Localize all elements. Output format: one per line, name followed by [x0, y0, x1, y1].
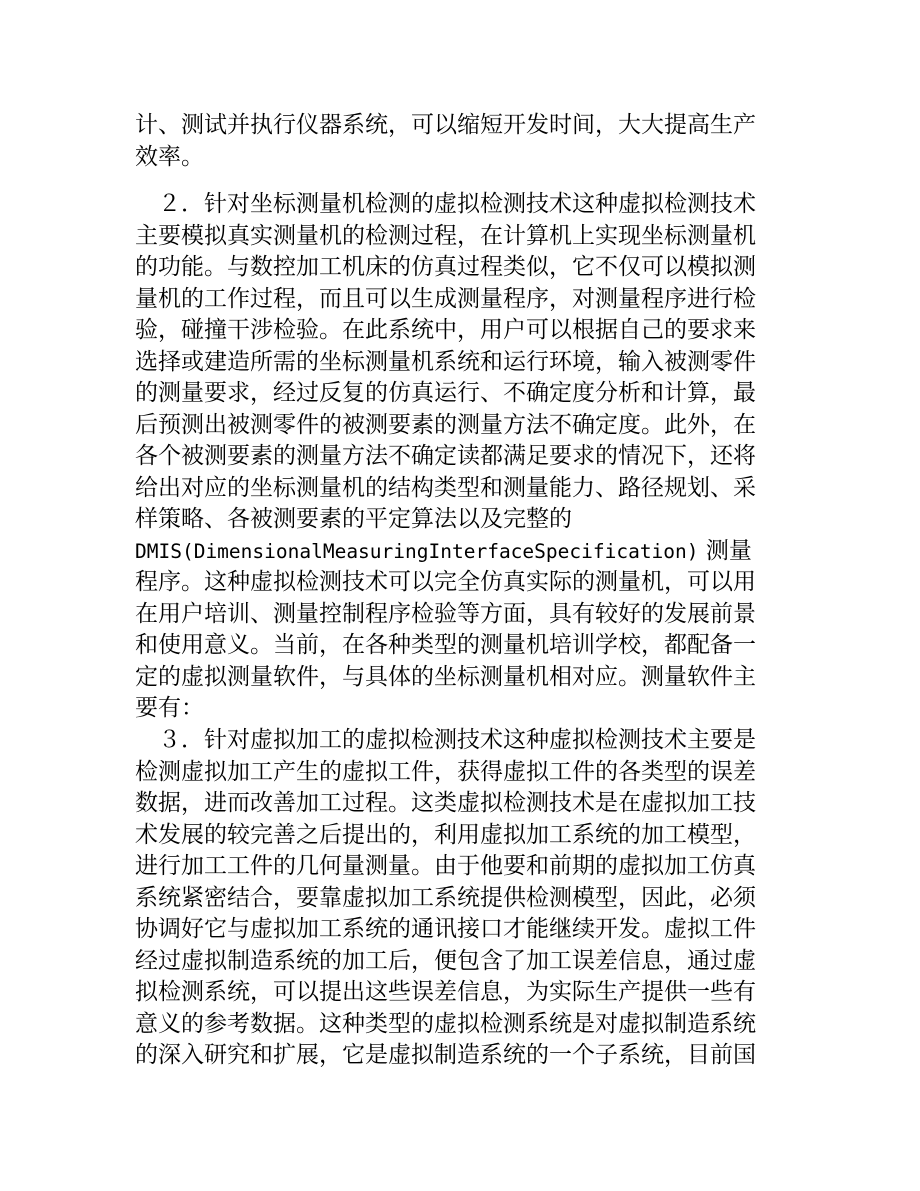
text-line: 系统紧密结合，要靠虚拟加工系统提供检测模型，因此，必须	[135, 884, 756, 911]
text-line: 术发展的较完善之后提出的，利用虚拟加工系统的加工模型，	[135, 821, 756, 848]
text-line: 经过虚拟制造系统的加工后，便包含了加工误差信息，通过虚	[135, 947, 756, 974]
paragraph-machining-virtual-inspection	[135, 725, 785, 1072]
text-line: 后预测出被测零件的被测要素的测量方法不确定度。此外，在	[135, 411, 756, 438]
text-line: 定的虚拟测量软件，与具体的坐标测量机相对应。测量软件主	[135, 663, 756, 690]
text-line: 给出对应的坐标测量机的结构类型和测量能力、路径规划、采	[135, 474, 756, 501]
text-line: 在用户培训、测量控制程序检验等方面，具有较好的发展前景	[135, 600, 756, 627]
text-line: 效率。	[135, 143, 204, 170]
text-line: ３．针对虚拟加工的虚拟检测技术这种虚拟检测技术主要是	[135, 727, 756, 753]
dmis-text-line	[135, 536, 785, 568]
text-line: 协调好它与虚拟加工系统的通讯接口才能继续开发。虚拟工件	[135, 916, 756, 942]
text-line: ２．针对坐标测量机检测的虚拟检测技术这种虚拟检测技术	[135, 191, 756, 217]
text-line: 要有：	[135, 695, 204, 721]
text-line: 和使用意义。当前，在各种类型的测量机培训学校，都配备一	[135, 632, 756, 658]
text-line: 的深入研究和扩展，它是虚拟制造系统的一个子系统，目前国	[135, 1042, 756, 1068]
paragraph-intro-tail	[135, 110, 785, 173]
text-line: 意义的参考数据。这种类型的虚拟检测系统是对虚拟制造系统	[135, 1010, 756, 1037]
text-line: 拟检测系统，可以提出这些误差信息，为实际生产提供一些有	[135, 979, 756, 1005]
text-line: 验，碰撞干涉检验。在此系统中，用户可以根据自己的要求来	[135, 317, 756, 343]
text-line: 的功能。与数控加工机床的仿真过程类似，它不仅可以模拟测	[135, 254, 756, 280]
text-line: 选择或建造所需的坐标测量机系统和运行环境，输入被测零件	[135, 348, 756, 375]
text-line: 数据，进而改善加工过程。这类虚拟检测技术是在虚拟加工技	[135, 790, 756, 816]
text-line: 主要模拟真实测量机的检测过程，在计算机上实现坐标测量机	[135, 222, 756, 249]
text-line: 程序。这种虚拟检测技术可以完全仿真实际的测量机，可以用	[135, 569, 756, 595]
text-line: 样策略、各被测要素的平定算法以及完整的	[135, 506, 572, 532]
text-line: 检测虚拟加工产生的虚拟工件，获得虚拟工件的各类型的误差	[135, 758, 756, 785]
text-line: 进行加工工件的几何量测量。由于他要和前期的虚拟加工仿真	[135, 853, 756, 879]
dmis-line-tail: 测量	[698, 537, 752, 564]
dmis-code: DMIS(DimensionalMeasuringInterfaceSpecification)	[135, 539, 699, 563]
text-line: 各个被测要素的测量方法不确定读都满足要求的情况下，还将	[135, 443, 756, 469]
text-line: 计、测试并执行仪器系统，可以缩短开发时间，大大提高生产	[135, 112, 756, 138]
text-line: 的测量要求，经过反复的仿真运行、不确定度分析和计算，最	[135, 380, 756, 406]
text-line: 量机的工作过程，而且可以生成测量程序，对测量程序进行检	[135, 285, 756, 312]
paragraph-cmm-virtual-inspection	[135, 189, 785, 725]
